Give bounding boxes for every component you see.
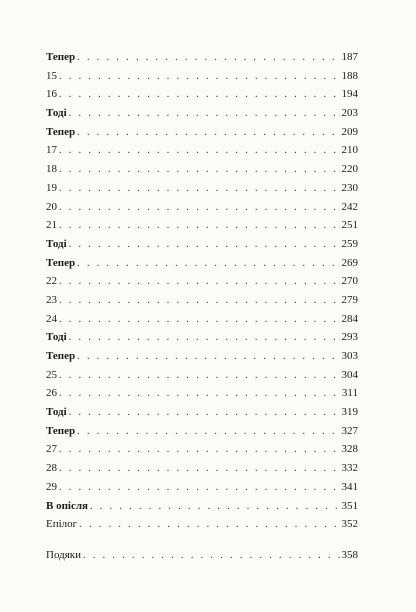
toc-entry-title: 25 [46, 368, 57, 381]
toc-entry-title: Тоді [46, 331, 67, 344]
toc-entry-title: Подяки [46, 548, 82, 561]
toc-entry-page: 304 [341, 368, 358, 381]
dot-leader [69, 329, 341, 348]
dot-leader [83, 547, 340, 566]
toc-entry-page: 220 [341, 163, 358, 176]
toc-entry [46, 216, 358, 235]
toc-entry-title: 26 [46, 387, 57, 400]
toc-entry-page: 303 [341, 350, 358, 362]
toc-entry-page: 279 [341, 293, 358, 306]
toc-entry [46, 384, 358, 403]
toc-entry-page: 311 [341, 387, 358, 400]
toc-entry-page: 194 [341, 88, 358, 101]
toc-entry [46, 254, 358, 273]
toc-entry-title: 16 [46, 88, 57, 101]
toc-entry-title: 20 [46, 200, 57, 213]
toc-entry [46, 85, 358, 104]
dot-leader [77, 423, 340, 442]
toc-entry-title: Тепер [46, 350, 76, 362]
toc-entry-page: 203 [341, 107, 358, 120]
toc-entry-page: 269 [341, 256, 358, 269]
toc-entry-title: 15 [46, 69, 57, 82]
toc-entry [46, 198, 358, 217]
toc-entry [46, 310, 358, 329]
toc-entry-title: 19 [46, 181, 57, 194]
table-of-contents [46, 48, 358, 565]
toc-entry-page: 210 [341, 144, 358, 157]
toc-entry [46, 48, 358, 67]
dot-leader [59, 292, 341, 311]
dot-leader [59, 460, 341, 479]
toc-entry-title: Тоді [46, 237, 67, 250]
toc-entry-page: 230 [341, 181, 358, 194]
toc-entry-title: 22 [46, 275, 57, 288]
toc-entry [46, 403, 358, 422]
toc-entry-page: 352 [341, 518, 358, 531]
toc-entry [46, 366, 358, 385]
toc-entry-title: Тепер [46, 256, 76, 269]
dot-leader [59, 86, 341, 105]
dot-leader [77, 49, 340, 68]
dot-leader [77, 348, 340, 367]
toc-entry-page: 319 [341, 406, 358, 419]
toc-entry-title: 29 [46, 480, 57, 493]
dot-leader [77, 255, 340, 274]
toc-entry-acknowledgements [46, 546, 358, 565]
toc-entry-title: Тепер [46, 51, 76, 63]
toc-entry [46, 422, 358, 441]
toc-entry-page: 188 [341, 69, 358, 82]
dot-leader [59, 161, 341, 180]
toc-entry-page: 293 [341, 331, 358, 344]
toc-entry-title: Тоді [46, 406, 67, 419]
toc-entry-page: 351 [341, 499, 358, 512]
toc-entry [46, 160, 358, 179]
toc-entry [46, 291, 358, 310]
toc-entry-title: В опісля [46, 499, 88, 512]
dot-leader [90, 498, 341, 517]
toc-entry-title: Тоді [46, 107, 67, 120]
toc-entry-title: 23 [46, 293, 57, 306]
toc-entry [46, 104, 358, 123]
toc-entry-title: Тепер [46, 424, 76, 437]
dot-leader [59, 441, 341, 460]
toc-entry [46, 478, 358, 497]
toc-entry [46, 347, 358, 366]
toc-entry [46, 235, 358, 254]
toc-entry-title: Епілог [46, 518, 78, 531]
toc-entry [46, 459, 358, 478]
dot-leader [59, 217, 341, 236]
toc-entry [46, 497, 358, 516]
toc-entry-page: 259 [341, 237, 358, 250]
dot-leader [59, 199, 341, 218]
toc-entry-title: 18 [46, 163, 57, 176]
dot-leader [79, 516, 340, 535]
toc-entry-title: 21 [46, 219, 57, 232]
toc-entry [46, 179, 358, 198]
toc-entry-page: 358 [341, 548, 358, 561]
toc-entry [46, 328, 358, 347]
dot-leader [59, 142, 341, 161]
toc-entry-title: Тепер [46, 125, 76, 138]
toc-entry-title: 24 [46, 312, 57, 325]
toc-entry-page: 209 [341, 125, 358, 138]
toc-entry [46, 440, 358, 459]
dot-leader [59, 385, 341, 404]
toc-entry [46, 272, 358, 291]
dot-leader [59, 311, 341, 330]
dot-leader [69, 105, 341, 124]
toc-entry [46, 141, 358, 160]
toc-entry [46, 123, 358, 142]
dot-leader [77, 124, 340, 143]
toc-entry-page: 341 [341, 480, 358, 493]
dot-leader [69, 404, 341, 423]
toc-entry-page: 242 [341, 200, 358, 213]
dot-leader [69, 236, 341, 255]
toc-entry [46, 67, 358, 86]
toc-entry [46, 515, 358, 534]
dot-leader [59, 68, 341, 87]
toc-entry-title: 27 [46, 443, 57, 456]
dot-leader [59, 273, 341, 292]
toc-entry-page: 251 [341, 219, 358, 232]
toc-entry-page: 328 [341, 443, 358, 456]
toc-entry-title: 28 [46, 462, 57, 475]
toc-entry-page: 327 [341, 424, 358, 437]
dot-leader [59, 479, 341, 498]
toc-entry-page: 270 [341, 275, 358, 288]
toc-entry-page: 284 [341, 312, 358, 325]
toc-entry-title: 17 [46, 144, 57, 157]
toc-entry-page: 332 [341, 462, 358, 475]
dot-leader [59, 180, 341, 199]
dot-leader [59, 367, 341, 386]
toc-entry-page: 187 [341, 51, 358, 63]
